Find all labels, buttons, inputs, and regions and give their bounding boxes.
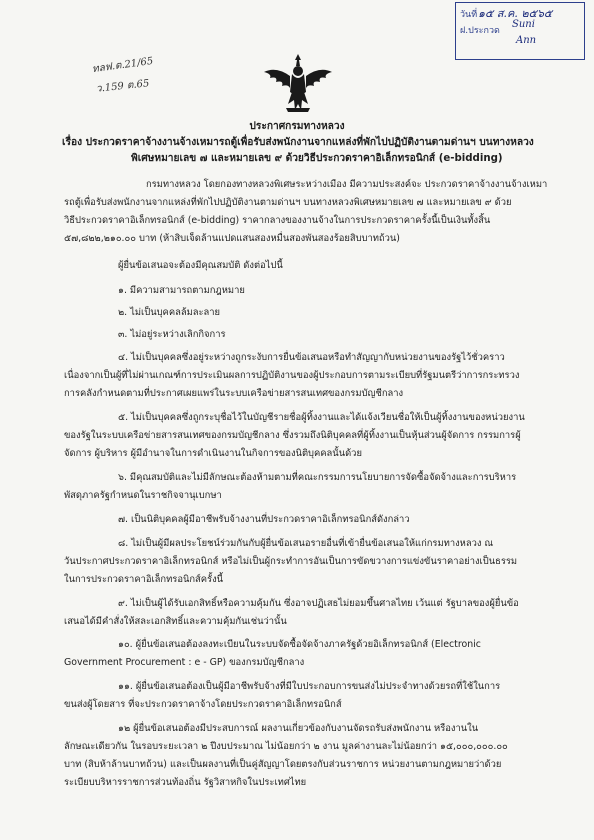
stamp-date-label: วันที่ <box>460 10 478 20</box>
qualification-item: ๘. ไม่เป็นผู้มีผลประโยชน์ร่วมกันกับผู้ยื่นข้อเสนอรายอื่นที่เข้ายื่นข้อเสนอให้แก่กรมทางหลวง ณ <box>118 538 494 549</box>
qualification-item: ๔. ไม่เป็นบุคคลซึ่งอยู่ระหว่างถูกระงับการยื่นข้อเสนอหรือทำสัญญากับหน่วยงานของรัฐไว้ชั่วคราว <box>118 352 505 363</box>
handwritten-note: ทลฟ.ต.21/65 <box>91 55 154 76</box>
qualification-item-cont: Government Procurement : e - GP) ของกรมบัญชีกลาง <box>64 657 305 668</box>
qualification-item-cont: ขนส่งผู้โดยสาร ที่จะประกวดราคาจ้างโดยประกวดราคาอิเล็กทรอนิกส์ <box>64 699 342 710</box>
stamp-dept-label: ฝ.ประกวด <box>460 26 500 36</box>
qualification-item: ๒. ไม่เป็นบุคคลล้มละลาย <box>118 307 221 318</box>
subject-line: เรื่อง ประกวดราคาจ้างงานจ้างเหมารถตู้เพื่อรับส่งพนักงานจากแหล่งที่พักไปปฏิบัติงานตามด่านฯ บนทางหลวง <box>62 137 534 148</box>
qualification-item: ๙. ไม่เป็นผู้ได้รับเอกสิทธิ์หรือความคุ้มกัน ซึ่งอาจปฏิเสธไม่ยอมขึ้นศาลไทย เว้นแต่ รัฐบาลของผู้ยื่นข้อ <box>118 598 519 609</box>
qualification-item: ๑๒ ผู้ยื่นข้อเสนอต้องมีประสบการณ์ ผลงานเกี่ยวข้องกับงานจัดรถรับส่งพนักงาน หรืองานใน <box>118 723 479 734</box>
body-line: รถตู้เพื่อรับส่งพนักงานจากแหล่งที่พักไปปฏิบัติงานตามด่านฯ บนทางหลวงพิเศษหมายเลข ๗ และหมายเลข ๙ ด้วย <box>64 197 512 208</box>
agency-title: ประกาศกรมทางหลวง <box>249 121 345 132</box>
stamp-signature: Suni <box>512 19 535 30</box>
qualification-item: ๗. เป็นนิติบุคคลผู้มีอาชีพรับจ้างงานที่ประกวดราคาอิเล็กทรอนิกส์ดังกล่าว <box>118 514 410 525</box>
qualification-item-cont: ระเบียบบริหารราชการส่วนท้องถิ่น รัฐวิสาหกิจในประเทศไทย <box>64 777 307 788</box>
qualification-item-cont: ของรัฐในระบบเครือข่ายสารสนเทศของกรมบัญชีกลาง ซึ่งรวมถึงนิติบุคคลที่ผู้ทิ้งงานเป็นหุ้นส่วนผู้จัดการ กรรมการผู้ <box>64 430 521 441</box>
qualification-item-cont: บาท (สิบห้าล้านบาทถ้วน) และเป็นผลงานที่เป็นคู่สัญญาโดยตรงกับส่วนราชการ หน่วยงานตามกฎหมายว่าด้วย <box>64 759 502 770</box>
qualification-item-cont: เสนอได้มีคำสั่งให้สละเอกสิทธิ์และความคุ้มกันเช่นว่านั้น <box>64 616 287 627</box>
qualification-item: ๕. ไม่เป็นบุคคลซึ่งถูกระบุชื่อไว้ในบัญชีรายชื่อผู้ทิ้งงานและได้แจ้งเวียนชื่อให้เป็นผู้ทิ้งงานของหน่วยงาน <box>118 412 525 423</box>
garuda-emblem-icon <box>262 52 334 116</box>
qualification-item: ๑. มีความสามารถตามกฎหมาย <box>118 285 245 296</box>
qualification-item: ๑๐. ผู้ยื่นข้อเสนอต้องลงทะเบียนในระบบจัดซื้อจัดจ้างภาครัฐด้วยอิเล็กทรอนิกส์ (Electronic <box>118 639 481 650</box>
qualification-item-cont: วันประกาศประกวดราคาอิเล็กทรอนิกส์ หรือไม่เป็นผู้กระทำการอันเป็นการขัดขวางการแข่งขันราคาอย่างเป็นธรรม <box>64 556 518 567</box>
qualification-item-cont: จัดการ ผู้บริหาร ผู้มีอำนาจในการดำเนินงานในกิจการของนิติบุคคลนั้นด้วย <box>64 448 362 459</box>
body-line: กรมทางหลวง โดยกองทางหลวงพิเศษระหว่างเมือง มีความประสงค์จะ ประกวดราคาจ้างงานจ้างเหมา <box>146 179 548 190</box>
qualification-item-cont: เนื่องจากเป็นผู้ที่ไม่ผ่านเกณฑ์การประเมินผลการปฏิบัติงานของผู้ประกอบการตามระเบียบที่รัฐมนตรีว่าการกระทรวง <box>64 370 520 381</box>
subject-line: พิเศษหมายเลข ๗ และหมายเลข ๙ ด้วยวิธีประกวดราคาอิเล็กทรอนิกส์ (e-bidding) <box>131 153 503 164</box>
qualification-item-cont: ลักษณะเดียวกัน ในรอบระยะเวลา ๒ ปีงบประมาณ ไม่น้อยกว่า ๒ งาน มูลค่างานละไม่น้อยกว่า ๑๕,๐๐๐,๐๐๐.๐๐ <box>64 741 508 752</box>
qualification-item: ๑๑. ผู้ยื่นข้อเสนอต้องเป็นผู้มีอาชีพรับจ้างที่มีใบประกอบการขนส่งไม่ประจำทางด้วยรถที่ใช้ในการ <box>118 681 501 692</box>
qualifications-intro: ผู้ยื่นข้อเสนอจะต้องมีคุณสมบัติ ดังต่อไปนี้ <box>118 260 283 271</box>
body-line: ๕๗,๘๒๒,๒๑๐.๐๐ บาท (ห้าสิบเจ็ดล้านแปดแสนสองหมื่นสองพันสองร้อยสิบบาทถ้วน) <box>64 233 400 244</box>
handwritten-note: ว.159 ต.65 <box>95 78 150 95</box>
stamp-signature: Ann <box>516 35 537 46</box>
qualification-item-cont: พัสดุภาครัฐกำหนดในราชกิจจานุเบกษา <box>64 490 222 501</box>
qualification-item: ๖. มีคุณสมบัติและไม่มีลักษณะต้องห้ามตามที่คณะกรรมการนโยบายการจัดซื้อจัดจ้างและการบริหาร <box>118 472 517 483</box>
qualification-item-cont: ในการประกวดราคาอิเล็กทรอนิกส์ครั้งนี้ <box>64 574 224 585</box>
body-line: วิธีประกวดราคาอิเล็กทรอนิกส์ (e-bidding) ราคากลางของงานจ้างในการประกวดราคาครั้งนี้เป็นเงินทั้งสิ้น <box>64 215 491 226</box>
stamp-date-value: ๑๕ ส.ค. ๒๕๖๕ <box>478 7 553 20</box>
qualification-item: ๓. ไม่อยู่ระหว่างเลิกกิจการ <box>118 329 226 340</box>
qualification-item-cont: การคลังกำหนดตามที่ประกาศเผยแพร่ในระบบเครือข่ายสารสนเทศของกรมบัญชีกลาง <box>64 388 404 399</box>
receipt-stamp <box>455 2 585 60</box>
